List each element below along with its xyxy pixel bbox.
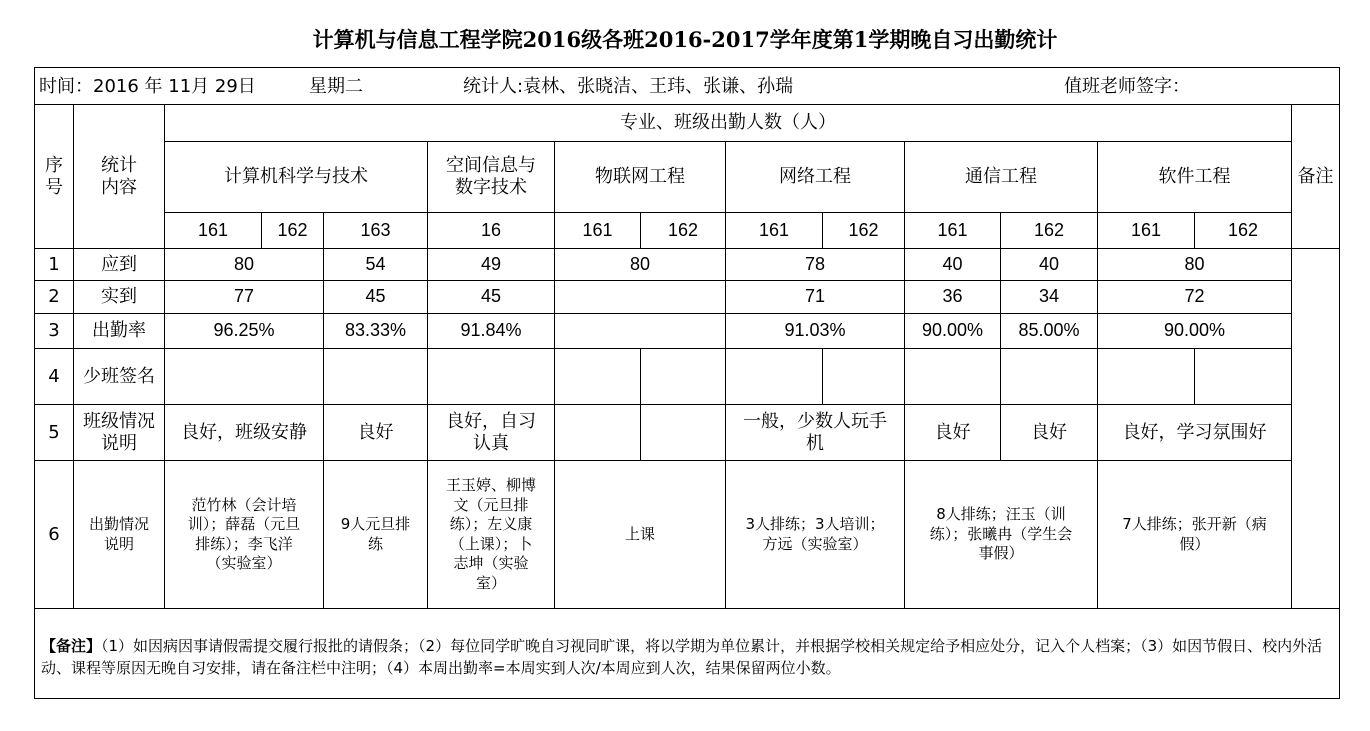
table-row <box>35 349 1340 405</box>
seq-cell: 5 <box>35 405 74 461</box>
value-cell <box>555 314 726 349</box>
note-text: （1）如因病因事请假需提交履行报批的请假条；（2）每位同学旷晚自习视同旷课，将以学期为单位累计，并根据学校相关规定给予相应处分，记入个人档案；（3）如因节假日、校内外活动、课程等原因无晚自习安排，请在备注栏中注明；（4）本周出勤率=本周实到人次/本周应到人次，结果保留两位小数。 <box>41 637 1323 677</box>
signature-cell <box>1195 349 1292 405</box>
label-cell: 班级情况 说明 <box>74 405 165 461</box>
attendance-table <box>34 67 1340 699</box>
value-cell: 9人元旦排 练 <box>324 461 428 609</box>
value-cell: 96.25% <box>165 314 324 349</box>
class-header: 161 <box>905 213 1001 249</box>
value-cell: 77 <box>165 281 324 314</box>
remark-cell <box>1292 405 1340 461</box>
signature-cell <box>428 349 555 405</box>
remark-cell <box>1292 249 1340 281</box>
value-cell: 一般，少数人玩手 机 <box>726 405 905 461</box>
value-cell: 49 <box>428 249 555 281</box>
table-row <box>35 281 1340 314</box>
signature-cell <box>641 349 726 405</box>
value-cell <box>641 405 726 461</box>
value-cell: 良好，班级安静 <box>165 405 324 461</box>
table-row <box>35 405 1340 461</box>
value-cell: 90.00% <box>1098 314 1292 349</box>
label-cell: 出勤率 <box>74 314 165 349</box>
value-cell: 40 <box>905 249 1001 281</box>
value-cell: 80 <box>165 249 324 281</box>
value-cell: 8人排练；汪玉（训 练）；张曦冉（学生会 事假） <box>905 461 1098 609</box>
class-header: 162 <box>641 213 726 249</box>
info-row <box>35 68 1340 105</box>
signature-cell <box>324 349 428 405</box>
remark-header: 备注 <box>1292 105 1340 249</box>
major-header-iot: 物联网工程 <box>555 142 726 213</box>
value-cell <box>555 405 641 461</box>
major-header-tel: 通信工程 <box>905 142 1098 213</box>
signature-cell <box>1098 349 1195 405</box>
seq-cell: 3 <box>35 314 74 349</box>
value-cell: 83.33% <box>324 314 428 349</box>
table-row <box>35 314 1340 349</box>
label-cell: 应到 <box>74 249 165 281</box>
value-cell: 72 <box>1098 281 1292 314</box>
value-cell: 91.03% <box>726 314 905 349</box>
note-cell <box>35 609 1340 699</box>
value-cell: 良好，学习氛围好 <box>1098 405 1292 461</box>
value-cell: 良好 <box>324 405 428 461</box>
seq-cell: 4 <box>35 349 74 405</box>
signature-cell <box>726 349 823 405</box>
value-cell: 90.00% <box>905 314 1001 349</box>
class-header: 161 <box>555 213 641 249</box>
note-prefix: 【备注】 <box>41 637 102 655</box>
value-cell: 54 <box>324 249 428 281</box>
class-header: 161 <box>165 213 262 249</box>
signature-cell <box>905 349 1001 405</box>
seq-cell: 1 <box>35 249 74 281</box>
teacher-sign-label: 值班老师签字： <box>1064 76 1190 97</box>
table-row <box>35 249 1340 281</box>
statisticians-text: 统计人:袁林、张晓洁、王玮、张谦、孙瑞 <box>463 76 794 97</box>
value-cell: 78 <box>726 249 905 281</box>
value-cell: 45 <box>324 281 428 314</box>
remark-cell <box>1292 314 1340 349</box>
value-cell: 80 <box>1098 249 1292 281</box>
class-header: 162 <box>262 213 324 249</box>
value-cell: 34 <box>1001 281 1098 314</box>
signature-cell <box>555 349 641 405</box>
table-row <box>35 461 1340 609</box>
label-cell: 出勤情况 说明 <box>74 461 165 609</box>
signature-cell <box>165 349 324 405</box>
major-header-net: 网络工程 <box>726 142 905 213</box>
seq-header: 序号 <box>35 105 74 249</box>
seq-cell: 2 <box>35 281 74 314</box>
value-cell: 40 <box>1001 249 1098 281</box>
value-cell: 上课 <box>555 461 726 609</box>
label-cell: 少班签名 <box>74 349 165 405</box>
value-cell: 45 <box>428 281 555 314</box>
remark-cell <box>1292 349 1340 405</box>
page-title: 计算机与信息工程学院2016级各班2016-2017学年度第1学期晚自习出勤统计 <box>312 27 1058 52</box>
major-header-space: 空间信息与 数字技术 <box>428 142 555 213</box>
value-cell: 91.84% <box>428 314 555 349</box>
seq-cell: 6 <box>35 461 74 609</box>
note-row <box>35 609 1340 699</box>
value-cell: 王玉婷、柳博 文（元旦排 练）；左义康 （上课）；卜 志坤（实验 室） <box>428 461 555 609</box>
value-cell: 36 <box>905 281 1001 314</box>
weekday-text: 星期二 <box>309 76 363 97</box>
value-cell: 71 <box>726 281 905 314</box>
label-cell: 实到 <box>74 281 165 314</box>
value-cell: 范竹林（会计培 训）；薛磊（元旦 排练）；李飞洋 （实验室） <box>165 461 324 609</box>
class-header: 16 <box>428 213 555 249</box>
major-header-soft: 软件工程 <box>1098 142 1292 213</box>
content-header: 统计 内容 <box>74 105 165 249</box>
class-header: 162 <box>1001 213 1098 249</box>
signature-cell <box>1001 349 1098 405</box>
group-header: 专业、班级出勤人数（人） <box>165 105 1292 142</box>
remark-cell <box>1292 281 1340 314</box>
value-cell: 80 <box>555 249 726 281</box>
value-cell: 7人排练；张开新（病 假） <box>1098 461 1292 609</box>
value-cell: 良好 <box>905 405 1001 461</box>
class-header: 161 <box>1098 213 1195 249</box>
class-header: 163 <box>324 213 428 249</box>
class-header: 162 <box>1195 213 1292 249</box>
value-cell: 85.00% <box>1001 314 1098 349</box>
remark-cell <box>1292 461 1340 609</box>
value-cell: 3人排练；3人培训； 方远（实验室） <box>726 461 905 609</box>
date-text: 时间：2016 年 11月 29日 <box>39 76 256 97</box>
class-header: 162 <box>823 213 905 249</box>
value-cell <box>555 281 726 314</box>
major-header-cs: 计算机科学与技术 <box>165 142 428 213</box>
value-cell: 良好，自习 认真 <box>428 405 555 461</box>
class-header: 161 <box>726 213 823 249</box>
signature-cell <box>823 349 905 405</box>
value-cell: 良好 <box>1001 405 1098 461</box>
